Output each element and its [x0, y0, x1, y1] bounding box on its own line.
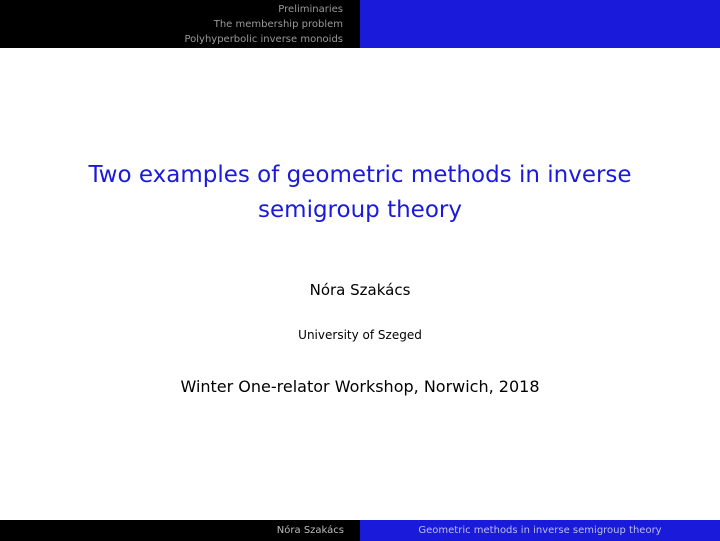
- nav-item-membership-problem[interactable]: The membership problem: [213, 18, 343, 30]
- nav-item-polyhyperbolic-inverse-monoids[interactable]: Polyhyperbolic inverse monoids: [184, 33, 343, 45]
- presentation-title: Two examples of geometric methods in inverse semigroup theory: [88, 162, 632, 223]
- section-navigation: [0, 0, 360, 48]
- event-name: Winter One-relator Workshop, Norwich, 2018: [180, 377, 540, 396]
- institute-name: University of Szeged: [298, 328, 422, 342]
- header-bar: [0, 0, 720, 48]
- footer-bar: [0, 520, 720, 541]
- footer-author: Nóra Szakács: [276, 525, 344, 536]
- footer-title-panel: [360, 520, 720, 541]
- footer-author-panel: [0, 520, 360, 541]
- footer-short-title: Geometric methods in inverse semigroup theory: [418, 525, 662, 536]
- nav-item-preliminaries[interactable]: Preliminaries: [278, 3, 343, 15]
- author-name: Nóra Szakács: [309, 281, 411, 299]
- header-accent-panel: [360, 0, 720, 48]
